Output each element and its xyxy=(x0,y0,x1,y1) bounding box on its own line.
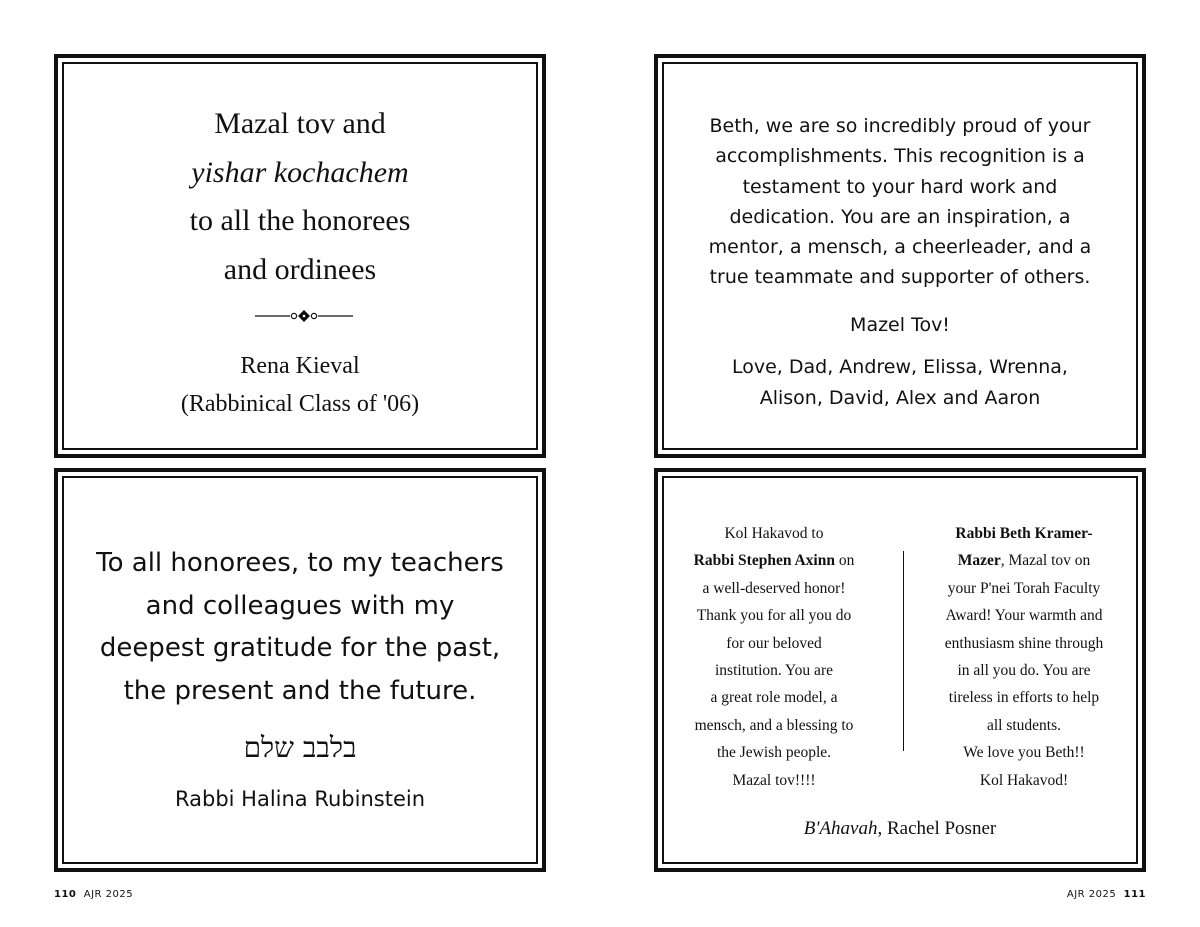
message-line: your P'nei Torah Faculty xyxy=(947,579,1101,597)
message-line: Kol Hakavod! xyxy=(979,771,1069,789)
message-line: the present and the future. xyxy=(123,675,477,706)
message-line: the Jewish people. xyxy=(716,744,832,762)
message-line: mentor, a mensch, a cheerleader, and a xyxy=(708,236,1092,259)
ad-message xyxy=(64,542,536,712)
message-line: Award! Your warmth and xyxy=(945,607,1103,625)
ad-box-rubinstein xyxy=(54,468,546,872)
message-fragment: on xyxy=(834,552,855,570)
message-line: dedication. You are an inspiration, a xyxy=(729,205,1071,228)
message-line: accomplishments. This recognition is a xyxy=(715,145,1085,168)
ad-inner-border xyxy=(662,476,1138,864)
message-line: Mazal tov!!!! xyxy=(732,771,816,789)
ad-box-beth-family xyxy=(654,54,1146,458)
signature-salutation: B'Ahavah xyxy=(803,818,878,839)
honoree-name: Rabbi Stephen Axinn xyxy=(693,552,835,570)
column-divider xyxy=(903,551,904,751)
honoree-name: Rabbi Beth Kramer- xyxy=(955,525,1093,542)
message-line-italic: yishar kochachem xyxy=(191,155,409,189)
ad-box-posner xyxy=(654,468,1146,872)
message-line: Beth, we are so incredibly proud of your xyxy=(709,115,1091,137)
signature-line: Love, Dad, Andrew, Elissa, Wrenna, xyxy=(732,356,1068,378)
message-line: deepest gratitude for the past, xyxy=(99,633,501,663)
message-line: Thank you for all you do xyxy=(696,607,852,625)
message-column-right xyxy=(924,520,1124,794)
ad-signature xyxy=(664,352,1136,413)
ad-signature xyxy=(64,347,536,423)
message-line xyxy=(674,547,874,574)
message-line xyxy=(924,547,1124,574)
message-line: enthusiasm shine through xyxy=(944,634,1104,652)
ad-inner-border xyxy=(62,62,538,450)
ad-message xyxy=(664,111,1136,293)
signature-name: Rabbi Halina Rubinstein xyxy=(174,787,426,811)
message-line: for our beloved xyxy=(726,634,822,652)
honoree-name: Mazer xyxy=(957,552,1001,570)
message-line: true teammate and supporter of others. xyxy=(709,266,1091,289)
ad-signature xyxy=(664,816,1136,842)
message-line: institution. You are xyxy=(715,662,833,680)
signature-class: (Rabbinical Class of '06) xyxy=(180,391,420,417)
message-line: in all you do. You are xyxy=(957,662,1091,680)
message-column-left xyxy=(674,520,874,794)
mazel-tov-line: Mazel Tov! xyxy=(850,314,950,336)
message-fragment: , Mazal tov on xyxy=(1000,552,1091,570)
message-line: Kol Hakavod to xyxy=(724,525,824,542)
signature-line: Alison, David, Alex and Aaron xyxy=(759,386,1041,409)
publication-name: AJR 2025 xyxy=(1066,889,1117,900)
message-line: a well-deserved honor! xyxy=(702,579,846,597)
signature-name: Rena Kieval xyxy=(240,353,360,379)
message-line: all students. xyxy=(986,716,1062,734)
message-line: We love you Beth!! xyxy=(963,744,1085,762)
page-footer-right xyxy=(1067,889,1146,900)
ad-box-kieval xyxy=(54,54,546,458)
message-line: Mazal tov and xyxy=(214,107,386,140)
message-line: a great role model, a xyxy=(710,689,838,707)
page-footer-left xyxy=(54,889,133,900)
ad-message xyxy=(64,100,536,294)
page-number: 111 xyxy=(1123,889,1146,900)
signature-name: , Rachel Posner xyxy=(877,818,997,839)
publication-name: AJR 2025 xyxy=(83,889,134,900)
ad-inner-border xyxy=(662,62,1138,450)
message-line: mensch, and a blessing to xyxy=(694,716,854,734)
ad-inner-border xyxy=(62,476,538,864)
message-line: and ordinees xyxy=(223,252,377,286)
message-line: and colleagues with my xyxy=(145,590,455,621)
message-line: testament to your hard work and xyxy=(742,175,1058,198)
fleuron-divider-icon xyxy=(64,308,536,324)
message-line: to all the honorees xyxy=(189,204,411,237)
mazel-tov-text xyxy=(664,310,1136,340)
message-line: To all honorees, to my teachers xyxy=(96,548,504,578)
message-line: tireless in efforts to help xyxy=(948,689,1100,707)
page-number: 110 xyxy=(54,889,77,900)
hebrew-phrase: בלבב שלם xyxy=(243,731,357,764)
ad-signature xyxy=(64,784,536,814)
